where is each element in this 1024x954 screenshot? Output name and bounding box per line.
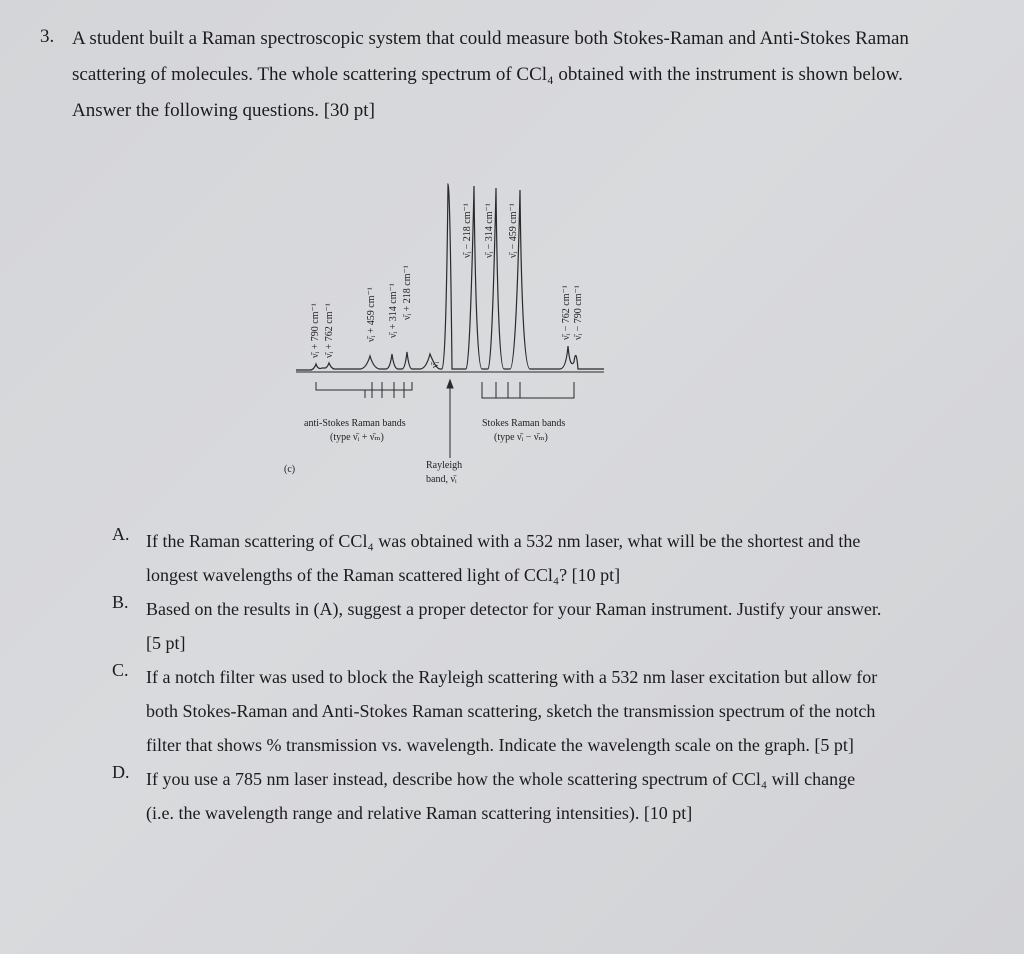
question-line: A student built a Raman spectroscopic system that could measure both Stokes-Raman and Anti-Stokes Raman (72, 28, 909, 49)
subquestion-line: filter that shows % transmission vs. wavelength. Indicate the wavelength scale on the graph. [5 pt] (146, 735, 854, 755)
spectrum-trace (296, 184, 604, 370)
subquestion-letter: A. (112, 524, 130, 544)
peak-label: ν̄ᵢ + 790 cm⁻¹ (310, 303, 321, 358)
anti-stokes-bracket (316, 382, 412, 398)
peak-label: ν̄ᵢ − 762 cm⁻¹ (561, 285, 572, 340)
peak-label: ν̄ᵢ − 314 cm⁻¹ (484, 203, 495, 258)
raman-spectrum-figure (270, 170, 630, 500)
subquestion-line: [5 pt] (146, 633, 186, 653)
rayleigh-arrow (447, 380, 453, 458)
subquestion-line: both Stokes-Raman and Anti-Stokes Raman scattering, sketch the transmission spectrum of the notch (146, 701, 876, 721)
subquestion-line: If you use a 785 nm laser instead, describe how the whole scattering spectrum of CCl₄ will change (146, 769, 856, 789)
peak-label: ν̄ᵢ + 314 cm⁻¹ (388, 283, 399, 338)
question-line: scattering of molecules. The whole scattering spectrum of CCl₄ obtained with the instrument is shown below. (72, 64, 903, 85)
subquestion-line: If a notch filter was used to block the Rayleigh scattering with a 532 nm laser excitation but allow for (146, 667, 878, 687)
stokes-bracket (482, 382, 574, 398)
raman-spectrum-svg (270, 170, 630, 500)
peak-label: ν̄ᵢ + 459 cm⁻¹ (366, 287, 377, 342)
anti-stokes-title: anti-Stokes Raman bands (304, 418, 406, 429)
panel-label: (c) (284, 464, 296, 475)
subquestion-line: If the Raman scattering of CCl₄ was obtained with a 532 nm laser, what will be the shortest and the (146, 531, 861, 551)
rayleigh-sub: band, ν̄ᵢ (426, 474, 457, 485)
peak-label: ν̄ᵢ − 459 cm⁻¹ (508, 203, 519, 258)
peak-label: ν̄ᵢ (430, 361, 441, 368)
peak-label: ν̄ᵢ + 218 cm⁻¹ (402, 265, 413, 320)
subquestion-letter: D. (112, 762, 130, 782)
question-number: 3. (40, 26, 55, 47)
question-line: Answer the following questions. [30 pt] (72, 100, 375, 121)
peak-label: ν̄ᵢ − 218 cm⁻¹ (462, 203, 473, 258)
subquestion-letter: B. (112, 592, 129, 612)
subquestion-line: (i.e. the wavelength range and relative Raman scattering intensities). [10 pt] (146, 803, 693, 823)
subquestion-line: Based on the results in (A), suggest a proper detector for your Raman instrument. Justify your answer. (146, 599, 882, 619)
peak-label: ν̄ᵢ + 762 cm⁻¹ (324, 303, 335, 358)
stokes-title: Stokes Raman bands (482, 418, 566, 429)
anti-stokes-type: (type ν̄ᵢ + ν̄ₘ) (330, 432, 384, 443)
stokes-type: (type ν̄ᵢ − ν̄ₘ) (494, 432, 548, 443)
subquestion-line: longest wavelengths of the Raman scattered light of CCl₄? [10 pt] (146, 565, 621, 585)
subquestion-letter: C. (112, 660, 129, 680)
rayleigh-title: Rayleigh (426, 460, 463, 471)
peak-label: ν̄ᵢ − 790 cm⁻¹ (573, 285, 584, 340)
